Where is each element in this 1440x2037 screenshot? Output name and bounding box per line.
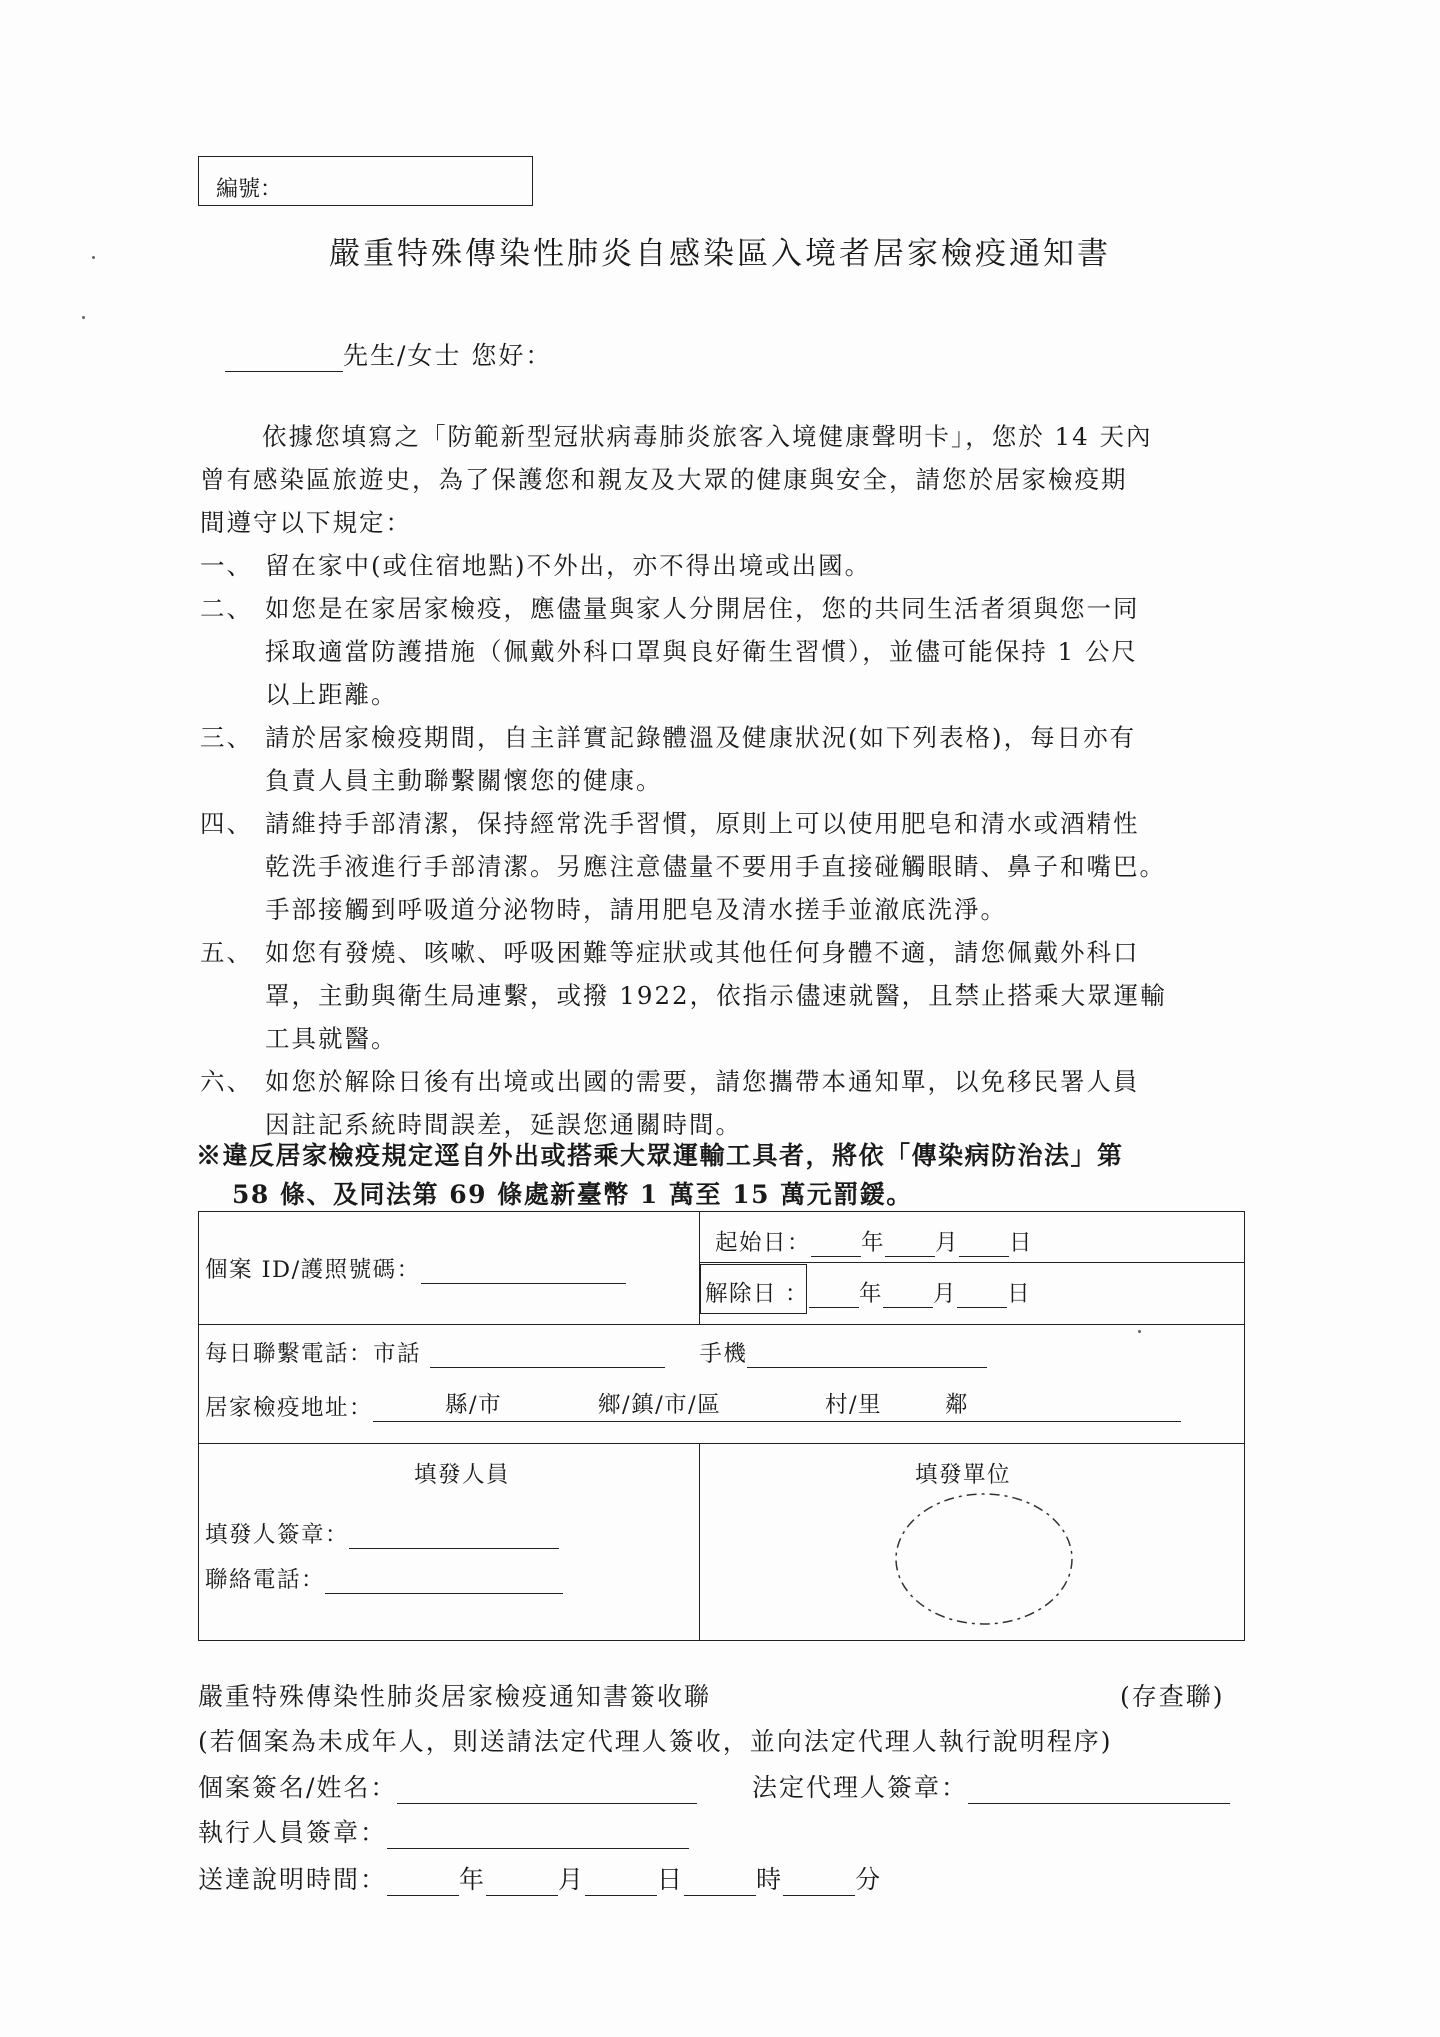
issuer-header: 填發人員 (414, 1462, 511, 1488)
receipt-copy-type: (存查聯) (1120, 1682, 1225, 1711)
rule-3-number: 三、 (200, 723, 253, 752)
rule-2-line-2: 採取適當防護措施（佩戴外科口罩與良好衛生習慣），並儘可能保持 1 公尺 (265, 637, 1138, 666)
greeting-line (225, 336, 552, 372)
stamp-area-icon (889, 1482, 1079, 1632)
village-label: 村/里 (825, 1392, 883, 1418)
phone-field (205, 1336, 987, 1368)
contact-phone-blank[interactable] (325, 1567, 563, 1594)
rule-5-line-2: 罩，主動與衛生局連繫，或撥 1922，依指示儘速就醫，且禁止搭乘大眾運輸 (265, 981, 1167, 1010)
minute-unit: 分 (855, 1865, 883, 1894)
unit-header: 填發單位 (915, 1462, 1012, 1488)
address-field (205, 1390, 1181, 1422)
delivery-month-blank[interactable] (486, 1867, 558, 1896)
case-sign-label: 個案簽名/姓名： (198, 1773, 398, 1802)
address-label: 居家檢疫地址： (205, 1395, 374, 1421)
county-label: 縣/市 (445, 1392, 503, 1418)
issuer-sign-field (205, 1517, 559, 1549)
executor-sign-field (198, 1813, 689, 1849)
delivery-day-blank[interactable] (585, 1867, 657, 1896)
year-unit: 年 (861, 1230, 886, 1256)
start-date-field (715, 1225, 1033, 1257)
month-unit: 月 (935, 1230, 960, 1256)
rule-4-line-2: 乾洗手液進行手部清潔。另應注意儘量不要用手直接碰觸眼睛、鼻子和嘴巴。 (265, 852, 1166, 881)
rule-1-line-1: 留在家中(或住宿地點)不外出，亦不得出境或出國。 (265, 551, 872, 580)
year-unit: 年 (859, 1281, 884, 1307)
rule-2-number: 二、 (200, 594, 253, 623)
address-blank[interactable] (373, 1392, 1181, 1422)
end-date-label: 解除日 (705, 1281, 778, 1307)
executor-sign-label: 執行人員簽章： (198, 1818, 388, 1847)
month-unit: 月 (558, 1865, 586, 1894)
document-title: 嚴重特殊傳染性肺炎自感染區入境者居家檢疫通知書 (329, 236, 1111, 272)
rule-5-line-3: 工具就醫。 (265, 1024, 398, 1053)
end-day-blank[interactable] (957, 1283, 1007, 1308)
case-id-label: 個案 ID/護照號碼： (205, 1257, 421, 1283)
year-unit: 年 (459, 1865, 487, 1894)
rule-1-number: 一、 (200, 551, 253, 580)
intro-line-3: 間遵守以下規定： (200, 508, 412, 537)
warning-line-1: ※違反居家檢疫規定逕自外出或搭乘大眾運輸工具者，將依「傳染病防治法」第 (196, 1141, 1124, 1170)
month-unit: 月 (933, 1281, 958, 1307)
delivery-time-field (198, 1860, 882, 1896)
issuer-sign-label: 填發人簽章： (205, 1522, 350, 1548)
rule-5-number: 五、 (200, 938, 253, 967)
rule-3-line-2: 負責人員主動聯繫關懷您的健康。 (265, 766, 663, 795)
rule-6-line-1: 如您於解除日後有出境或出國的需要，請您攜帶本通知單，以免移民署人員 (265, 1067, 1140, 1096)
case-sign-field (198, 1768, 697, 1804)
executor-sign-blank[interactable] (387, 1820, 689, 1849)
table-divider (199, 1324, 1244, 1325)
guardian-sign-blank[interactable] (968, 1775, 1230, 1804)
day-unit: 日 (657, 1865, 685, 1894)
receipt-title: 嚴重特殊傳染性肺炎居家檢疫通知書簽收聯 (198, 1682, 712, 1711)
contact-phone-field (205, 1562, 563, 1594)
intro-line-1: 依據您填寫之「防範新型冠狀病毒肺炎旅客入境健康聲明卡」，您於 14 天內 (262, 422, 1153, 451)
delivery-hour-blank[interactable] (684, 1867, 756, 1896)
table-divider (699, 1262, 1244, 1263)
end-date-field (705, 1276, 1031, 1308)
delivery-year-blank[interactable] (387, 1867, 459, 1896)
end-month-blank[interactable] (883, 1283, 933, 1308)
end-date-colon: ： (785, 1281, 810, 1307)
guardian-sign-label: 法定代理人簽章： (752, 1773, 969, 1802)
delivery-time-label: 送達說明時間： (198, 1865, 388, 1894)
intro-line-2: 曾有感染區旅遊史，為了保護您和親友及大眾的健康與安全，請您於居家檢疫期 (200, 465, 1128, 494)
greeting-text: 先生/女士 您好： (343, 341, 553, 370)
case-id-field (205, 1252, 626, 1284)
rule-2-line-3: 以上距離。 (265, 680, 398, 709)
landline-blank[interactable] (430, 1341, 665, 1368)
township-label: 鄉/鎮/市/區 (598, 1392, 722, 1418)
mobile-label: 手機 (699, 1341, 748, 1367)
hour-unit: 時 (756, 1865, 784, 1894)
start-day-blank[interactable] (959, 1232, 1009, 1257)
start-month-blank[interactable] (885, 1232, 935, 1257)
recipient-name-blank[interactable] (225, 343, 343, 372)
scan-speck (92, 256, 95, 259)
case-sign-blank[interactable] (397, 1775, 697, 1804)
scan-speck (1138, 1330, 1141, 1333)
delivery-minute-blank[interactable] (783, 1867, 855, 1896)
issuer-sign-blank[interactable] (349, 1522, 559, 1549)
rule-4-line-3: 手部接觸到呼吸道分泌物時，請用肥皂及清水搓手並澈底洗淨。 (265, 895, 1007, 924)
rule-4-number: 四、 (200, 809, 253, 838)
case-id-blank[interactable] (421, 1257, 626, 1284)
info-table (198, 1211, 1245, 1641)
day-unit: 日 (1009, 1230, 1034, 1256)
start-year-blank[interactable] (811, 1232, 861, 1257)
phone-label: 每日聯繫電話：市話 (205, 1341, 422, 1367)
start-date-label: 起始日： (715, 1230, 812, 1256)
end-year-blank[interactable] (809, 1283, 859, 1308)
contact-phone-label: 聯絡電話： (205, 1567, 326, 1593)
day-unit: 日 (1007, 1281, 1032, 1307)
scan-speck (82, 316, 85, 319)
warning-line-2: 58 條、及同法第 69 條處新臺幣 1 萬至 15 萬元罰鍰。 (232, 1180, 913, 1209)
table-divider (199, 1443, 1244, 1444)
rule-6-number: 六、 (200, 1067, 253, 1096)
rule-5-line-1: 如您有發燒、咳嗽、呼吸困難等症狀或其他任何身體不適，請您佩戴外科口 (265, 938, 1140, 967)
mobile-blank[interactable] (747, 1341, 987, 1368)
rule-4-line-1: 請維持手部清潔，保持經常洗手習慣，原則上可以使用肥皂和清水或酒精性 (265, 809, 1140, 838)
table-divider (699, 1443, 700, 1640)
rule-3-line-1: 請於居家檢疫期間，自主詳實記錄體溫及健康狀況(如下列表格)，每日亦有 (265, 723, 1137, 752)
rule-2-line-1: 如您是在家居家檢疫，應儘量與家人分開居住，您的共同生活者須與您一同 (265, 594, 1140, 623)
guardian-sign-field (752, 1768, 1230, 1804)
rule-6-line-2: 因註記系統時間誤差，延誤您通關時間。 (265, 1110, 742, 1139)
serial-number-label: 編號： (216, 177, 283, 202)
neighborhood-label: 鄰 (945, 1392, 970, 1418)
receipt-note: (若個案為未成年人，則送請法定代理人簽收，並向法定代理人執行說明程序) (198, 1727, 1113, 1756)
